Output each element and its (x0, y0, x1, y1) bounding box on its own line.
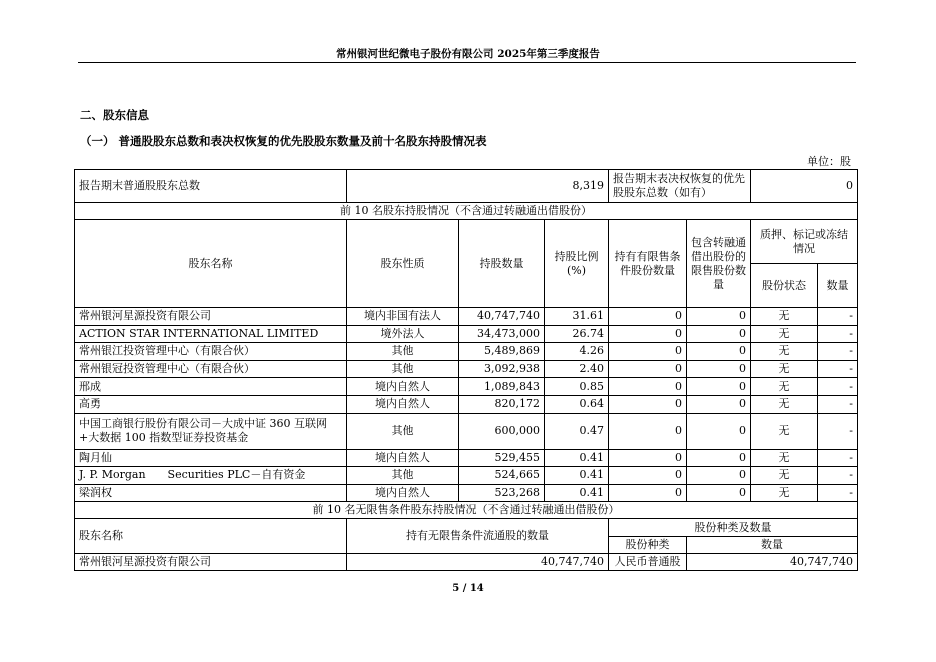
shares-held: 5,489,869 (459, 343, 545, 361)
pledge-status: 无 (751, 308, 818, 326)
shares-held: 529,455 (459, 449, 545, 467)
shareholder-name: ACTION STAR INTERNATIONAL LIMITED (75, 325, 347, 343)
table-row (75, 308, 858, 326)
col-header-lent: 包含转融通借出股份的限售股份数量 (687, 220, 751, 308)
shareholder-name: 梁润权 (75, 484, 347, 502)
shareholder-nature: 境内自然人 (347, 449, 459, 467)
col-header-type: 股份种类 (609, 537, 687, 554)
shares-held: 600,000 (459, 413, 545, 449)
pledge-quantity: - (818, 484, 858, 502)
table-row (75, 378, 858, 396)
pledge-quantity: - (818, 325, 858, 343)
col-header-name: 股东名称 (75, 220, 347, 308)
holding-ratio: 0.41 (545, 484, 609, 502)
pledge-status: 无 (751, 395, 818, 413)
pledge-status: 无 (751, 449, 818, 467)
restricted-shares: 0 (609, 449, 687, 467)
table-row (75, 413, 858, 449)
holding-ratio: 2.40 (545, 360, 609, 378)
restricted-shares: 0 (609, 325, 687, 343)
header-rule (78, 62, 856, 63)
pledge-quantity: - (818, 449, 858, 467)
shares-held: 1,089,843 (459, 378, 545, 396)
shareholder-name: 常州银江投资管理中心（有限合伙） (75, 343, 347, 361)
col-header-unres-name: 股东名称 (75, 519, 347, 554)
table-row (75, 395, 858, 413)
table-row (75, 325, 858, 343)
pledge-quantity: - (818, 378, 858, 396)
col-header-unres-qty: 持有无限售条件流通股的数量 (347, 519, 609, 554)
restricted-shares: 0 (609, 467, 687, 485)
unrestricted-header-row (75, 519, 858, 537)
shares-held: 34,473,000 (459, 325, 545, 343)
col-header-shares: 持股数量 (459, 220, 545, 308)
shares-held: 820,172 (459, 395, 545, 413)
lent-restricted-shares: 0 (687, 449, 751, 467)
table-row (75, 360, 858, 378)
holding-ratio: 0.41 (545, 467, 609, 485)
pledge-quantity: - (818, 360, 858, 378)
top10-title-row (75, 203, 858, 220)
share-type: 人民币普通股 (609, 554, 687, 571)
subsection-title: （一） 普通股股东总数和表决权恢复的优先股股东数量及前十名股东持股情况表 (80, 134, 487, 148)
col-header-nature: 股东性质 (347, 220, 459, 308)
shareholder-nature: 其他 (347, 467, 459, 485)
unrestricted-title: 前 10 名无限售条件股东持股情况（不含通过转融通出借股份） (75, 502, 858, 519)
table-row (75, 554, 858, 571)
section-title: 二、股东信息 (80, 108, 149, 122)
shareholder-nature: 境内自然人 (347, 395, 459, 413)
pledge-status: 无 (751, 413, 818, 449)
holding-ratio: 0.64 (545, 395, 609, 413)
lent-restricted-shares: 0 (687, 360, 751, 378)
holding-ratio: 26.74 (545, 325, 609, 343)
pledge-status: 无 (751, 343, 818, 361)
restricted-shares: 0 (609, 395, 687, 413)
shareholder-nature: 境内非国有法人 (347, 308, 459, 326)
table-row (75, 343, 858, 361)
shares-held: 524,665 (459, 467, 545, 485)
holding-ratio: 0.85 (545, 378, 609, 396)
holding-ratio: 4.26 (545, 343, 609, 361)
lent-restricted-shares: 0 (687, 467, 751, 485)
unrestricted-title-row (75, 502, 858, 519)
shareholder-nature: 其他 (347, 343, 459, 361)
shareholder-name: 常州银河星源投资有限公司 (75, 308, 347, 326)
col-header-pledge-qty: 数量 (818, 264, 858, 308)
pledge-quantity: - (818, 395, 858, 413)
pledge-quantity: - (818, 413, 858, 449)
lent-restricted-shares: 0 (687, 484, 751, 502)
restricted-shares: 0 (609, 413, 687, 449)
shareholder-nature: 境内自然人 (347, 378, 459, 396)
shares-held: 523,268 (459, 484, 545, 502)
shareholder-nature: 境外法人 (347, 325, 459, 343)
common-holders-label: 报告期末普通股股东总数 (75, 170, 347, 203)
col-header-pledge-status: 股份状态 (751, 264, 818, 308)
shareholder-table (74, 169, 858, 571)
pref-holders-label: 报告期末表决权恢复的优先股股东总数（如有） (609, 170, 751, 203)
top10-header-row (75, 220, 858, 264)
summary-row (75, 170, 858, 203)
common-holders-value: 8,319 (347, 170, 609, 203)
holding-ratio: 0.41 (545, 449, 609, 467)
restricted-shares: 0 (609, 484, 687, 502)
unrestricted-quantity: 40,747,740 (347, 554, 609, 571)
col-header-pledge: 质押、标记或冻结情况 (751, 220, 858, 264)
pledge-quantity: - (818, 308, 858, 326)
pledge-status: 无 (751, 325, 818, 343)
holding-ratio: 31.61 (545, 308, 609, 326)
restricted-shares: 0 (609, 308, 687, 326)
share-amount: 40,747,740 (687, 554, 858, 571)
pledge-quantity: - (818, 467, 858, 485)
holding-ratio: 0.47 (545, 413, 609, 449)
shareholder-name: 常州银冠投资管理中心（有限合伙） (75, 360, 347, 378)
col-header-type-group: 股份种类及数量 (609, 519, 858, 537)
col-header-amount: 数量 (687, 537, 858, 554)
shareholder-nature: 其他 (347, 360, 459, 378)
table-row (75, 484, 858, 502)
lent-restricted-shares: 0 (687, 413, 751, 449)
restricted-shares: 0 (609, 343, 687, 361)
lent-restricted-shares: 0 (687, 343, 751, 361)
page-number: 5 / 14 (452, 583, 484, 594)
table-row (75, 467, 858, 485)
lent-restricted-shares: 0 (687, 378, 751, 396)
pledge-status: 无 (751, 484, 818, 502)
pledge-quantity: - (818, 343, 858, 361)
shares-held: 40,747,740 (459, 308, 545, 326)
page-header: 常州银河世纪微电子股份有限公司 2025年第三季度报告 (336, 48, 600, 60)
shareholder-name: 高勇 (75, 395, 347, 413)
lent-restricted-shares: 0 (687, 395, 751, 413)
shareholder-nature: 其他 (347, 413, 459, 449)
shares-held: 3,092,938 (459, 360, 545, 378)
unit-label: 单位：股 (807, 155, 851, 168)
pledge-status: 无 (751, 360, 818, 378)
shareholder-name: J. P. Morgan Securities PLC－自有资金 (75, 467, 347, 485)
shareholder-nature: 境内自然人 (347, 484, 459, 502)
pledge-status: 无 (751, 378, 818, 396)
lent-restricted-shares: 0 (687, 325, 751, 343)
top10-title: 前 10 名股东持股情况（不含通过转融通出借股份） (75, 203, 858, 220)
pref-holders-value: 0 (751, 170, 858, 203)
table-row (75, 449, 858, 467)
shareholder-name: 中国工商银行股份有限公司－大成中证 360 互联网+大数据 100 指数型证券投资基金 (75, 413, 347, 449)
lent-restricted-shares: 0 (687, 308, 751, 326)
restricted-shares: 0 (609, 378, 687, 396)
pledge-status: 无 (751, 467, 818, 485)
shareholder-name: 陶月仙 (75, 449, 347, 467)
shareholder-name: 邢成 (75, 378, 347, 396)
unrestricted-holder-name: 常州银河星源投资有限公司 (75, 554, 347, 571)
restricted-shares: 0 (609, 360, 687, 378)
col-header-restricted: 持有有限售条件股份数量 (609, 220, 687, 308)
col-header-ratio: 持股比例(%) (545, 220, 609, 308)
